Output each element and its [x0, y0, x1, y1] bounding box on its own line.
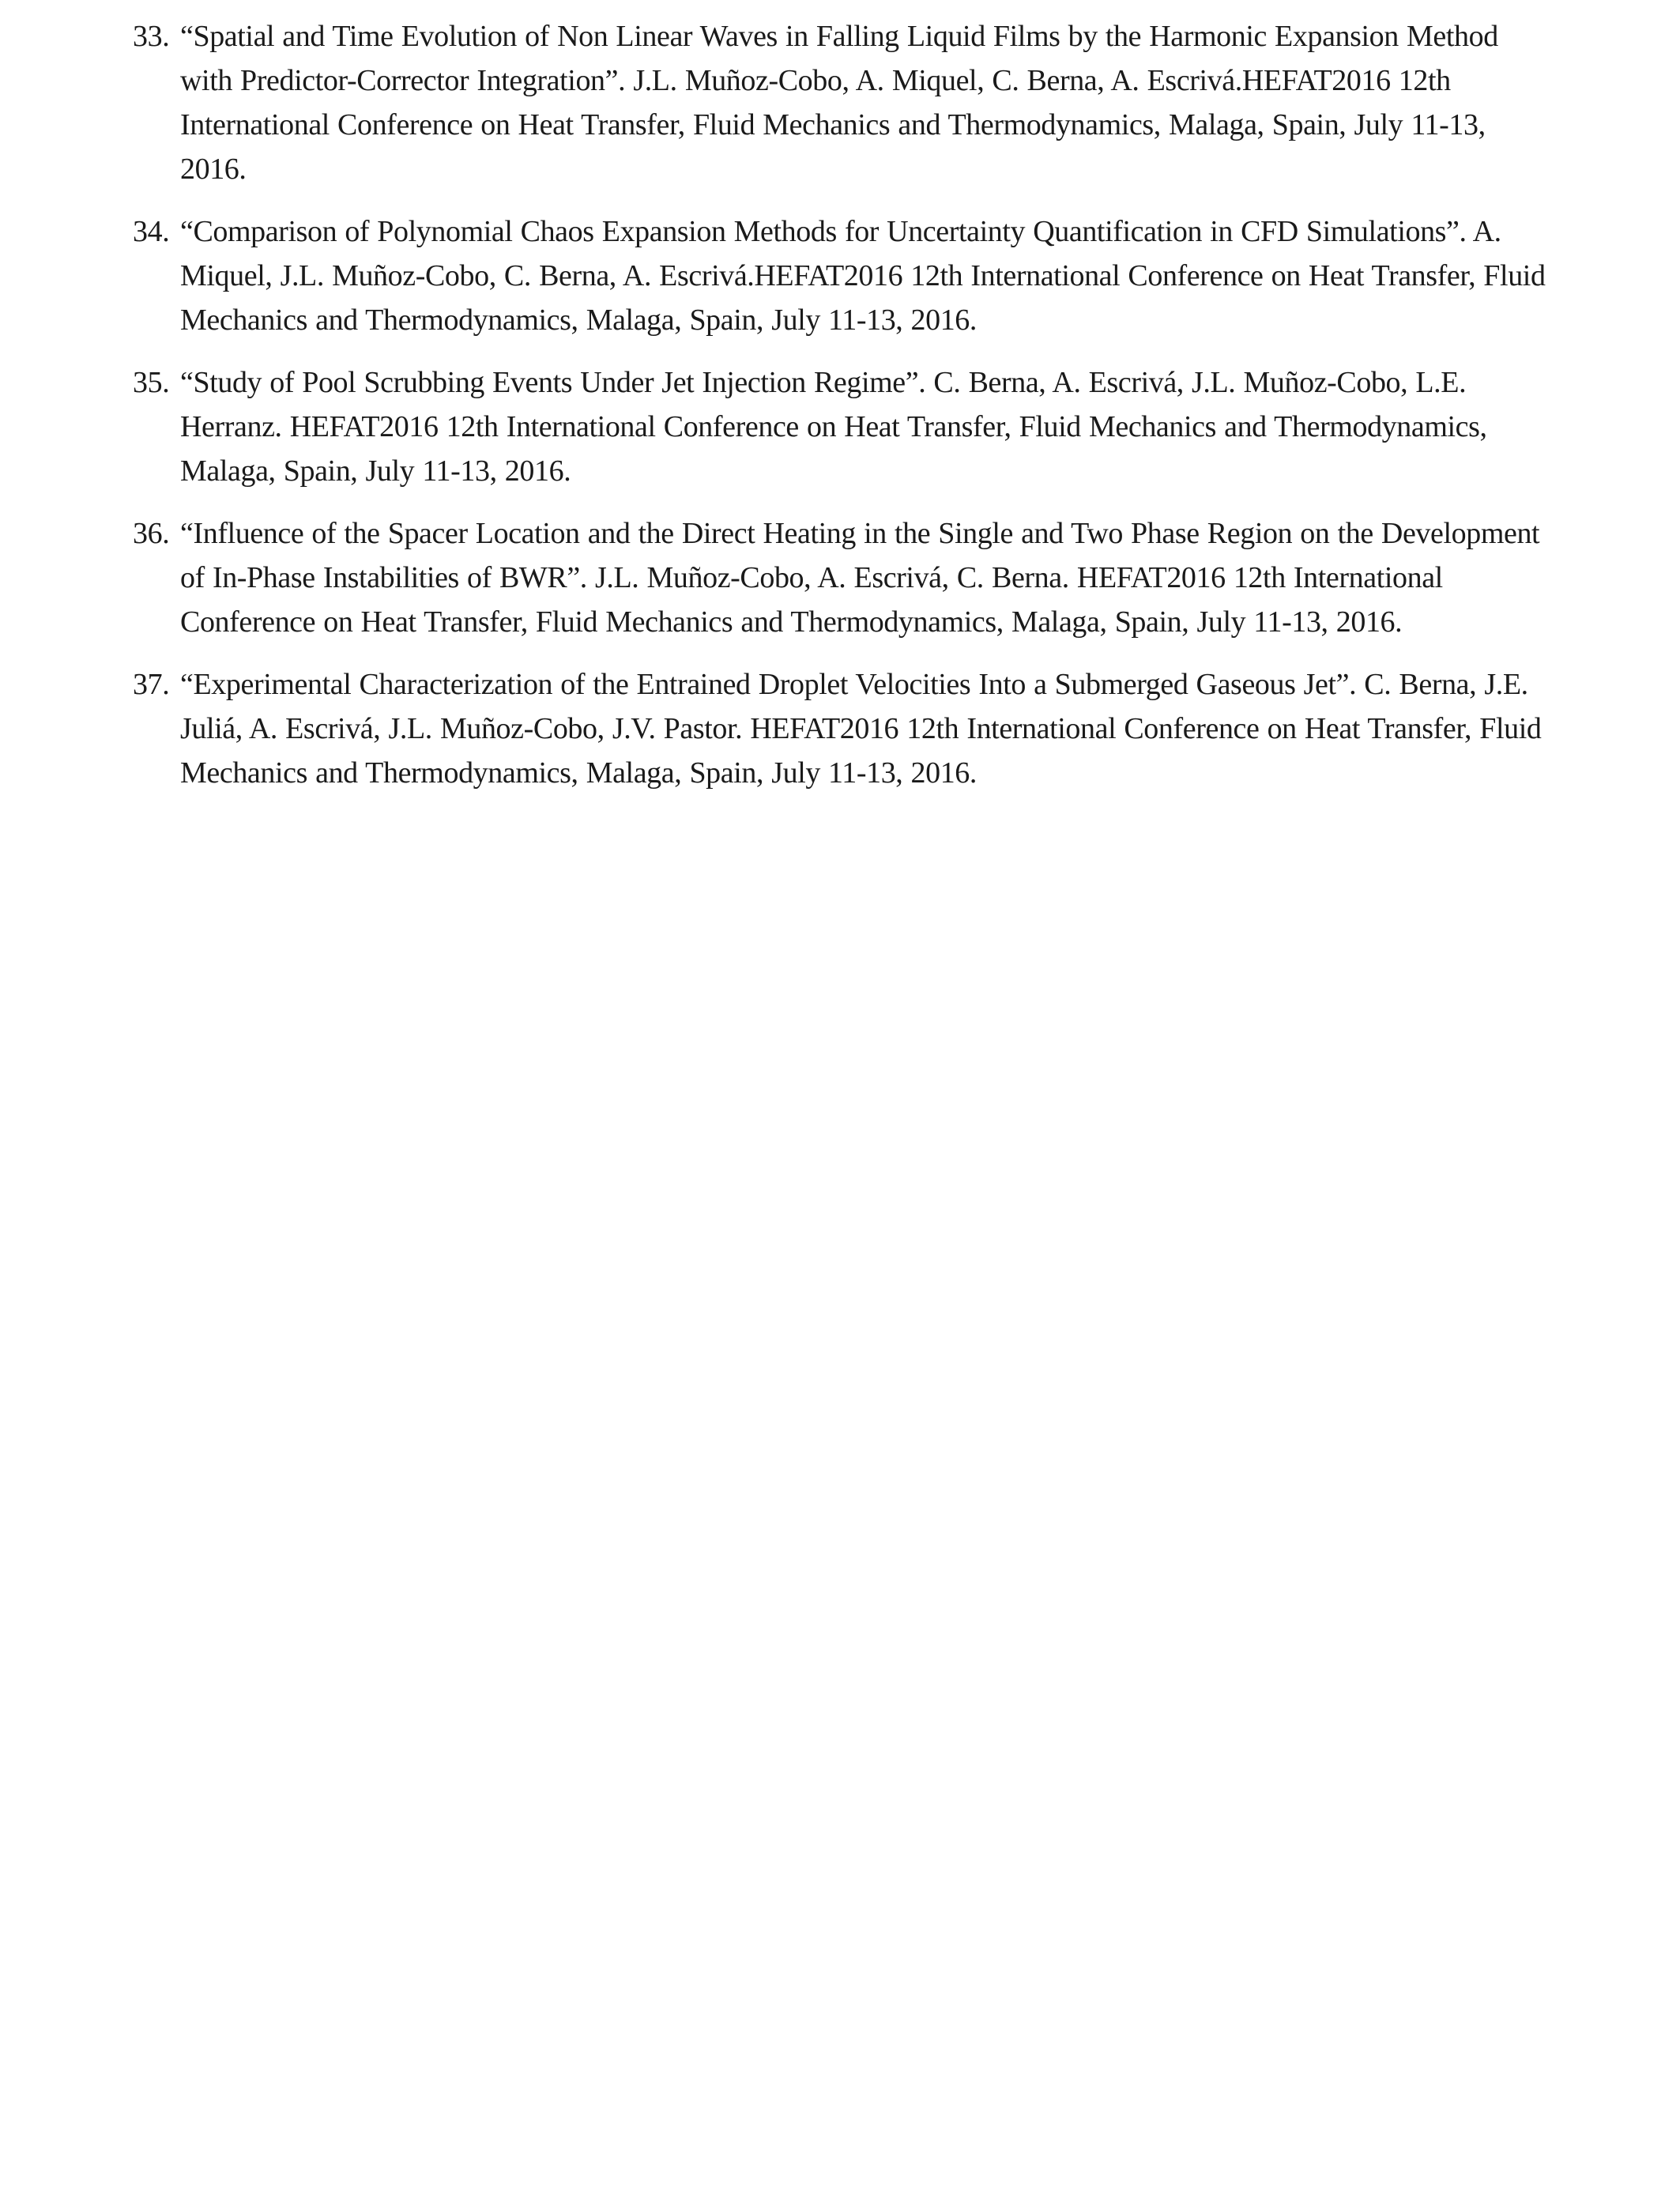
- reference-item: [133, 14, 1546, 191]
- reference-number: 33.: [133, 20, 170, 53]
- reference-text: “Spatial and Time Evolution of Non Linear Waves in Falling Liquid Films by the Harmonic Expansion Method with Predictor-Corrector Integration”. J.L. Muñoz-Cobo, A. Miquel, C. Berna, A. Escrivá.HEFAT2016 12th International Conference on Heat Transfer, Fluid Mechanics and Thermodynamics, Malaga, Spain, July 11-13, 2016.: [180, 20, 1498, 186]
- reference-item: [133, 511, 1546, 644]
- reference-number: 36.: [133, 517, 170, 550]
- reference-number: 35.: [133, 366, 170, 399]
- reference-list: [133, 14, 1546, 813]
- reference-text: “Influence of the Spacer Location and the Direct Heating in the Single and Two Phase Region on the Development of In-Phase Instabilities of BWR”. J.L. Muñoz-Cobo, A. Escrivá, C. Berna. HEFAT2016 12th International Conference on Heat Transfer, Fluid Mechanics and Thermodynamics, Malaga, Spain, July 11-13, 2016.: [180, 517, 1540, 639]
- reference-text: “Experimental Characterization of the Entrained Droplet Velocities Into a Submerged Gaseous Jet”. C. Berna, J.E. Juliá, A. Escrivá, J.L. Muñoz-Cobo, J.V. Pastor. HEFAT2016 12th International Conference on Heat Transfer, Fluid Mechanics and Thermodynamics, Malaga, Spain, July 11-13, 2016.: [180, 668, 1542, 790]
- reference-item: [133, 360, 1546, 493]
- reference-text: “Study of Pool Scrubbing Events Under Jet Injection Regime”. C. Berna, A. Escrivá, J.L. Muñoz-Cobo, L.E. Herranz. HEFAT2016 12th International Conference on Heat Transfer, Fluid Mechanics and Thermodynamics, Malaga, Spain, July 11-13, 2016.: [180, 366, 1487, 488]
- reference-number: 37.: [133, 668, 170, 701]
- reference-text: “Comparison of Polynomial Chaos Expansion Methods for Uncertainty Quantification in CFD Simulations”. A. Miquel, J.L. Muñoz-Cobo, C. Berna, A. Escrivá.HEFAT2016 12th International Conference on Heat Transfer, Fluid Mechanics and Thermodynamics, Malaga, Spain, July 11-13, 2016.: [180, 215, 1546, 337]
- reference-item: [133, 209, 1546, 342]
- reference-number: 34.: [133, 215, 170, 248]
- reference-item: [133, 662, 1546, 795]
